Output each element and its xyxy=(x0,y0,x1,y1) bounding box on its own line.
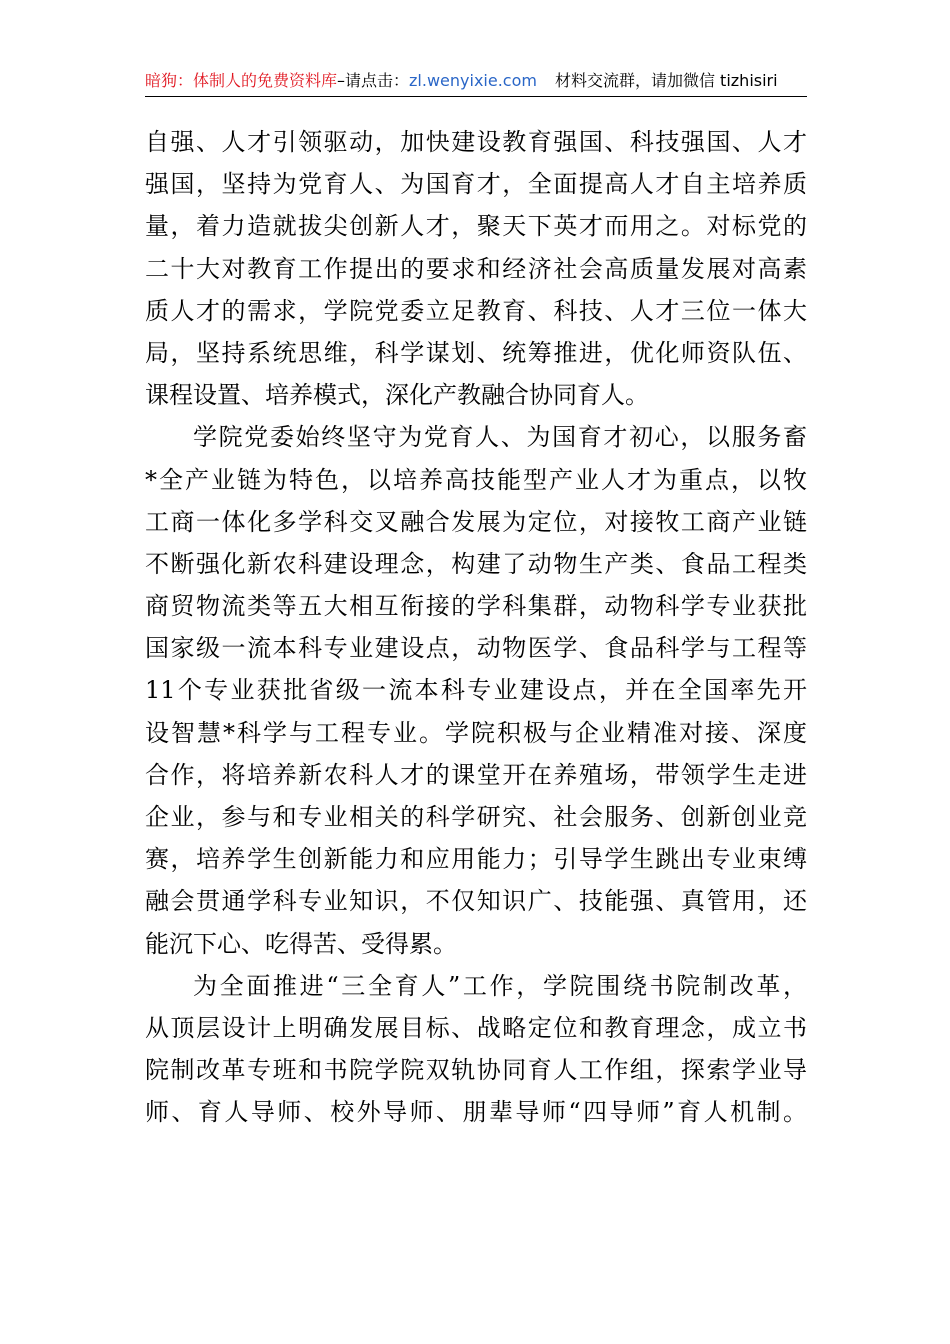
paragraph-2 xyxy=(145,416,807,964)
text-line: 11个专业获批省级一流本科专业建设点，并在全国率先开 xyxy=(145,676,807,705)
text-line: 融会贯通学科专业知识，不仅知识广、技能强、真管用，还 xyxy=(145,887,807,916)
text-line: *全产业链为特色，以培养高技能型产业人才为重点，以牧 xyxy=(145,465,807,494)
text-line: 学院党委始终坚守为党育人、为国育才初心，以服务畜 xyxy=(193,423,807,452)
text-line: 师、育人导师、校外导师、朋辈导师“四导师”育人机制。 xyxy=(145,1098,807,1127)
text-line: 企业，参与和专业相关的科学研究、社会服务、创新创业竞 xyxy=(145,803,807,831)
header-site-name: 暗狗：体制人的免费资料库 xyxy=(145,71,338,90)
text-line: 量，着力造就拔尖创新人才，聚天下英才而用之。对标党的 xyxy=(145,212,807,241)
paragraph-3 xyxy=(145,965,807,1134)
document-body xyxy=(145,121,807,1134)
text-line: 课程设置、培养模式，深化产教融合协同育人。 xyxy=(145,381,649,410)
text-line: 从顶层设计上明确发展目标、战略定位和教育理念，成立书 xyxy=(145,1013,807,1042)
text-line: 局，坚持系统思维，科学谋划、统筹推进，优化师资队伍、 xyxy=(145,338,807,367)
text-line: 国家级一流本科专业建设点，动物医学、食品科学与工程等 xyxy=(145,634,807,663)
page-header xyxy=(145,68,807,97)
text-line: 商贸物流类等五大相互衔接的学科集群，动物科学专业获批 xyxy=(145,592,807,621)
text-line: 二十大对教育工作提出的要求和经济社会高质量发展对高素 xyxy=(145,254,807,283)
text-line: 强国，坚持为党育人、为国育才，全面提高人才自主培养质 xyxy=(145,170,807,199)
text-line: 为全面推进“三全育人”工作，学院围绕书院制改革， xyxy=(193,971,807,1000)
text-line: 赛，培养学生创新能力和应用能力；引导学生跳出专业束缚 xyxy=(145,845,807,874)
text-line: 不断强化新农科建设理念，构建了动物生产类、食品工程类 xyxy=(145,549,807,578)
text-line: 合作，将培养新农科人才的课堂开在养殖场，带领学生走进 xyxy=(145,760,807,789)
text-line: 自强、人才引领驱动，加快建设教育强国、科技强国、人才 xyxy=(145,128,807,156)
header-url-link[interactable]: zl.wenyixie.com xyxy=(409,71,537,90)
header-prompt: –请点击： xyxy=(337,71,410,90)
text-line: 能沉下心、吃得苦、受得累。 xyxy=(145,929,457,958)
text-line: 工商一体化多学科交叉融合发展为定位，对接牧工商产业链 xyxy=(145,507,807,536)
text-line: 设智慧*科学与工程专业。学院积极与企业精准对接、深度 xyxy=(145,718,807,747)
text-line: 质人才的需求，学院党委立足教育、科技、人才三位一体大 xyxy=(145,296,807,325)
text-line: 院制改革专班和书院学院双轨协同育人工作组，探索学业导 xyxy=(145,1056,807,1085)
header-contact: 材料交流群，请加微信 tizhisiri xyxy=(554,71,778,90)
paragraph-1 xyxy=(145,121,807,416)
